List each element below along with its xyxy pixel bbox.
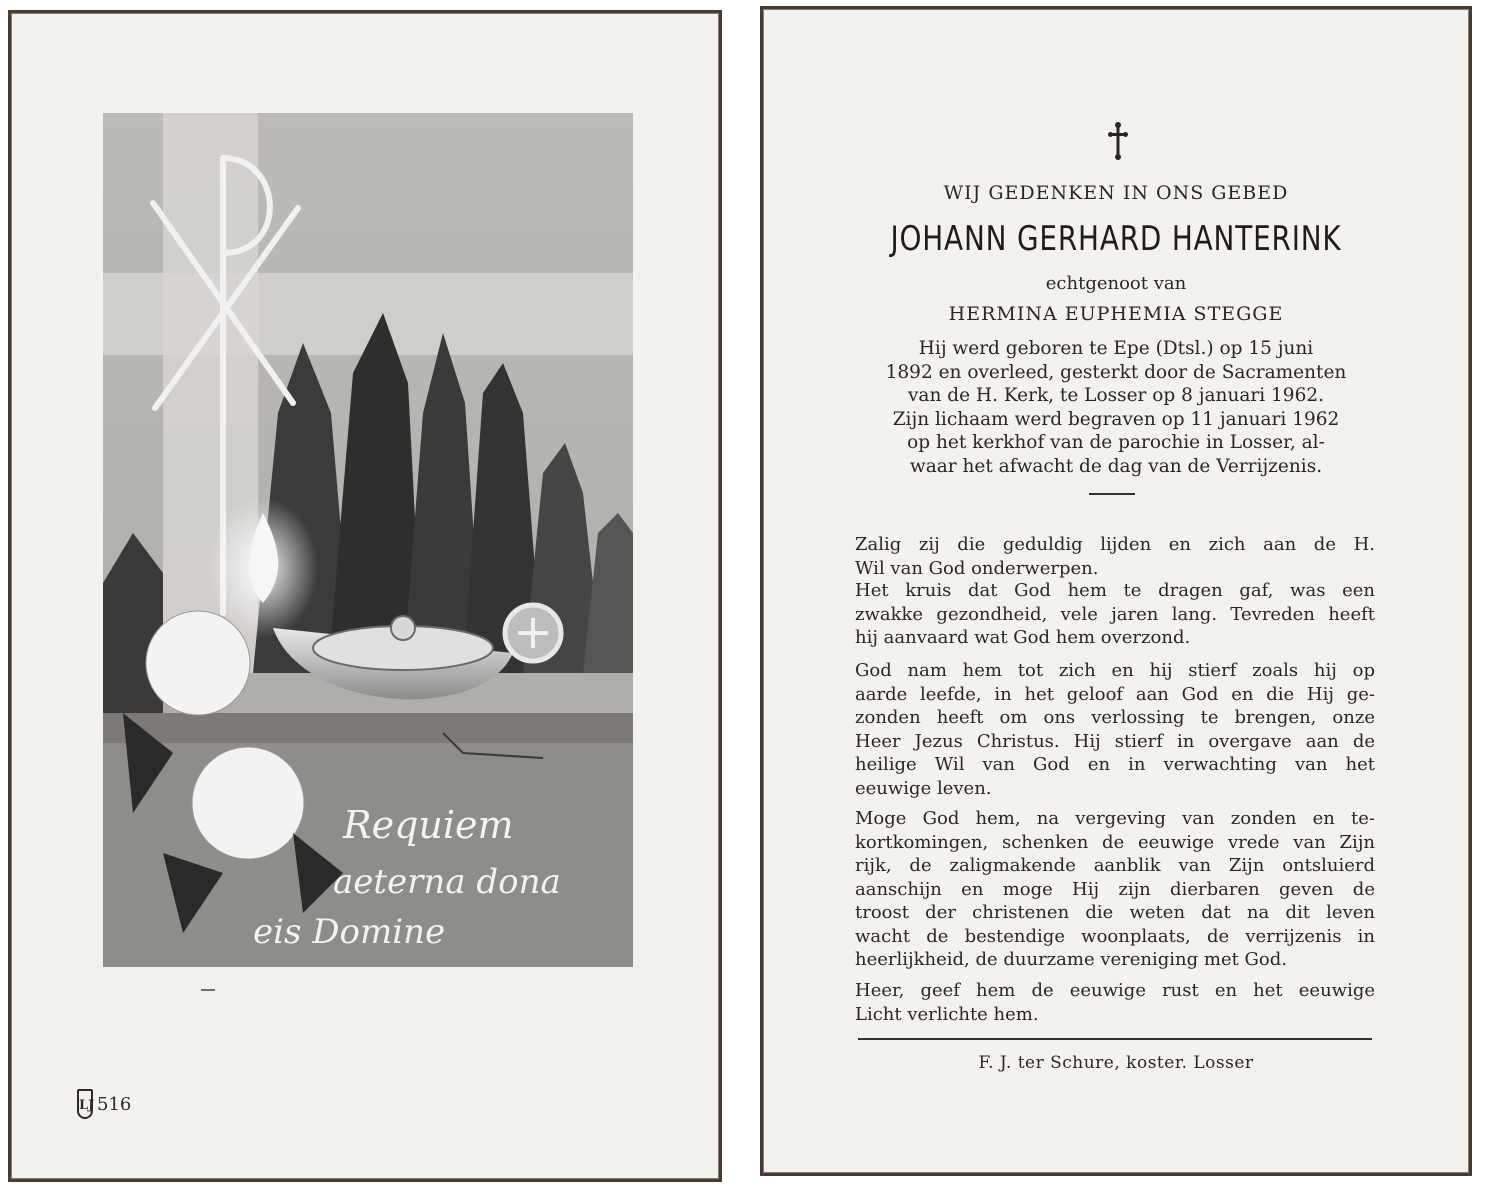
prayer-line: Het kruis dat God hem te dragen gaf, was een [855,580,1375,601]
biography-line: waar het afwacht de dag van de Verrijzenis. [909,455,1323,477]
prayer-line: eeuwige leven. [855,777,992,799]
prayer-paragraph [855,979,1375,1026]
biography-line: op het kerkhof van de parochie in Losser, al- [907,432,1325,453]
prayer-line: Licht verlichte hem. [855,1003,1039,1025]
spouse-name: HERMINA EUPHEMIA STEGGE [948,303,1284,325]
biography-line: van de H. Kerk, te Losser op 8 januari 1962. [907,385,1324,406]
prayer-line: zwakke gezondheid, vele jaren lang. Tevreden heeft [855,603,1375,625]
biography [841,337,1391,478]
prayer-line: God nam hem tot zich en hij stierf zoals hij op [855,660,1375,681]
prayer-line: heilige Wil van God en in verwachting van het [855,754,1375,775]
prayer-line: Moge God hem, na vergeving van zonden en te- [855,808,1375,829]
intro-text: WIJ GEDENKEN IN ONS GEBED [943,182,1289,204]
divider [858,1038,1372,1040]
prayer-line: troost der christenen die weten dat na dit leven [855,902,1375,923]
prayer-line: heerlijkheid, de duurzame vereniging met God. [855,949,1288,970]
inscription-line-2: aeterna dona [333,862,561,902]
memorial-card-back [760,6,1472,1176]
prayer-line: aarde leefde, in het geloof aan God en die Hij ge- [855,683,1375,705]
prayer-line: kortkomingen, schenken de eeuwige vrede van Zijn [855,831,1375,853]
publisher-mark [77,1089,131,1119]
inscription-line-3: eis Domine [253,912,446,952]
prayer-paragraph [855,533,1375,580]
printer-credit: F. J. ter Schure, koster. Losser [978,1053,1254,1073]
spouse-label: echtgenoot van [1045,273,1187,294]
prayer-line: Heer, geef hem de eeuwige rust en het eeuwige [855,980,1375,1001]
biography-line: Hij werd geboren te Epe (Dtsl.) op 15 juni [918,338,1314,359]
prayer-line: wacht de bestendige woonplaats, de verrijzenis in [855,925,1375,947]
chi-rho-lamp-illustration [103,113,633,967]
prayer-line: Wil van God onderwerpen. [855,557,1099,579]
prayer-line: rijk, de zaligmakende aanblik van Zijn ontsluierd [855,855,1375,876]
prayer-paragraph [855,807,1375,972]
devotional-picture [103,113,633,967]
biography-line: 1892 en overleed, gesterkt door de Sacramenten [885,361,1347,383]
deceased-name: JOHANN GERHARD HANTERINK [890,219,1342,259]
prayer-line: hij aanvaard wat God hem overzond. [855,627,1191,648]
prayer-line: Heer Jezus Christus. Hij stierf in overgave aan de [855,730,1375,752]
prayer-line: aanschijn en moge Hij zijn dierbaren geven de [855,878,1375,900]
memorial-card-front [8,10,722,1182]
publisher-number: 516 [97,1093,132,1115]
divider [1089,493,1135,495]
cross-icon [1108,121,1128,161]
prayer-line: zonden heeft om ons verlossing te brengen, onze [855,707,1375,728]
prayer-line: Zalig zij die geduldig lijden en zich aan de H. [855,534,1375,555]
inscription-line-1: Requiem [343,803,514,847]
prayer-paragraph [855,579,1375,650]
prayer-paragraph [855,659,1375,800]
divider [201,989,215,991]
publisher-logo: LJ [77,1089,93,1119]
biography-line: Zijn lichaam werd begraven op 11 januari 1962 [892,408,1340,430]
